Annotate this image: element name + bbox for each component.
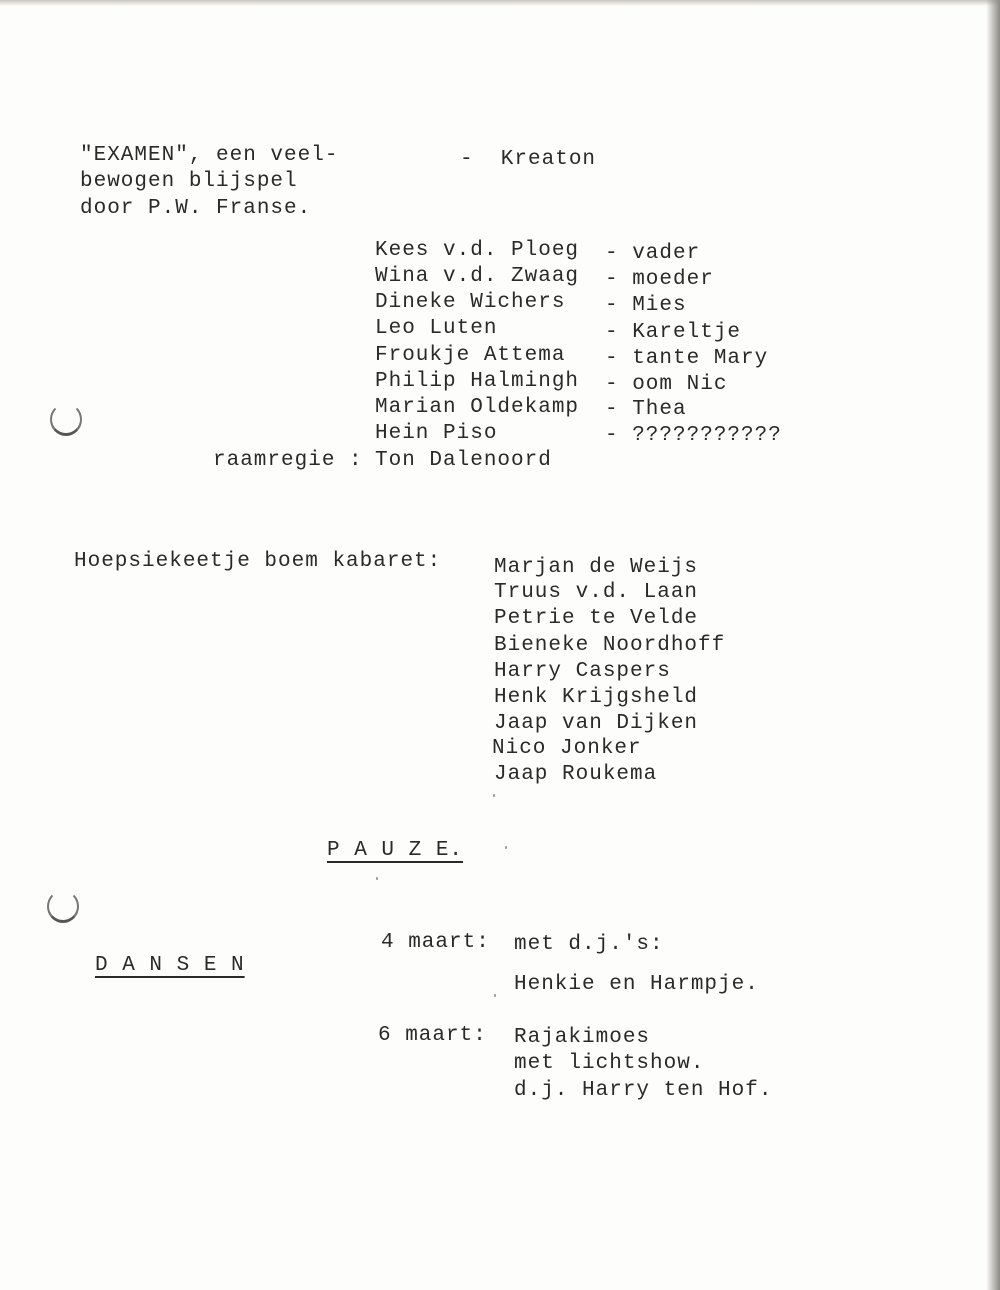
cast-actor: Leo Luten (375, 317, 498, 340)
cast-actor: Dineke Wichers (375, 291, 566, 314)
paper-speck (376, 877, 378, 880)
dance-line: met lichtshow. (514, 1052, 705, 1075)
paper-speck (505, 846, 507, 849)
paper-speck (494, 994, 496, 997)
list-item: Bieneke Noordhoff (494, 634, 726, 657)
cast-actor: Hein Piso (375, 422, 498, 445)
direction-name: Ton Dalenoord (375, 449, 552, 472)
dance-date: 4 maart: (381, 931, 490, 954)
cast-actor: Marian Oldekamp (375, 396, 580, 419)
paper-top-edge (0, 0, 1000, 6)
cast-role: - tante Mary (605, 347, 769, 370)
cast-actor: Wina v.d. Zwaag (375, 265, 580, 288)
cast-role: - Kareltje (605, 321, 742, 344)
binder-hole (50, 403, 82, 436)
play-title-line-3: door P.W. Franse. (80, 197, 312, 220)
paper-speck (493, 794, 495, 797)
list-item: Nico Jonker (492, 737, 642, 760)
cast-role: - Mies (605, 294, 687, 317)
list-item: Harry Caspers (494, 660, 671, 683)
dance-date: 6 maart: (378, 1024, 487, 1047)
binder-hole (47, 890, 79, 923)
list-item: Petrie te Velde (494, 607, 699, 630)
cast-role: - Thea (605, 398, 687, 421)
paper-right-edge (986, 0, 1000, 1290)
dance-line: met d.j.'s: (514, 933, 664, 956)
cast-role: - vader (605, 242, 701, 265)
list-item: Henk Krijgsheld (494, 686, 699, 709)
theatre-group: - Kreaton (460, 148, 597, 171)
dance-line: Henkie en Harmpje. (514, 973, 759, 996)
pause-heading: P A U Z E. (327, 839, 464, 862)
cast-actor: Kees v.d. Ploeg (375, 239, 580, 262)
cast-actor: Philip Halmingh (375, 370, 580, 393)
cast-role: - moeder (605, 268, 714, 291)
play-title-line-2: bewogen blijspel (80, 170, 298, 193)
cabaret-label: Hoepsiekeetje boem kabaret: (74, 550, 442, 573)
dance-line: d.j. Harry ten Hof. (514, 1079, 773, 1102)
list-item: Jaap van Dijken (494, 712, 699, 735)
list-item: Truus v.d. Laan (494, 581, 699, 604)
list-item: Jaap Roukema (494, 763, 658, 786)
dance-line: Rajakimoes (514, 1026, 651, 1049)
cast-role: - oom Nic (605, 373, 728, 396)
cast-role: - ??????????? (605, 424, 782, 447)
play-title-line-1: "EXAMEN", een veel- (80, 144, 339, 167)
cast-actor: Froukje Attema (375, 344, 566, 367)
dance-heading: D A N S E N (95, 954, 245, 977)
list-item: Marjan de Weijs (494, 556, 699, 579)
direction-label: raamregie : (213, 449, 363, 472)
